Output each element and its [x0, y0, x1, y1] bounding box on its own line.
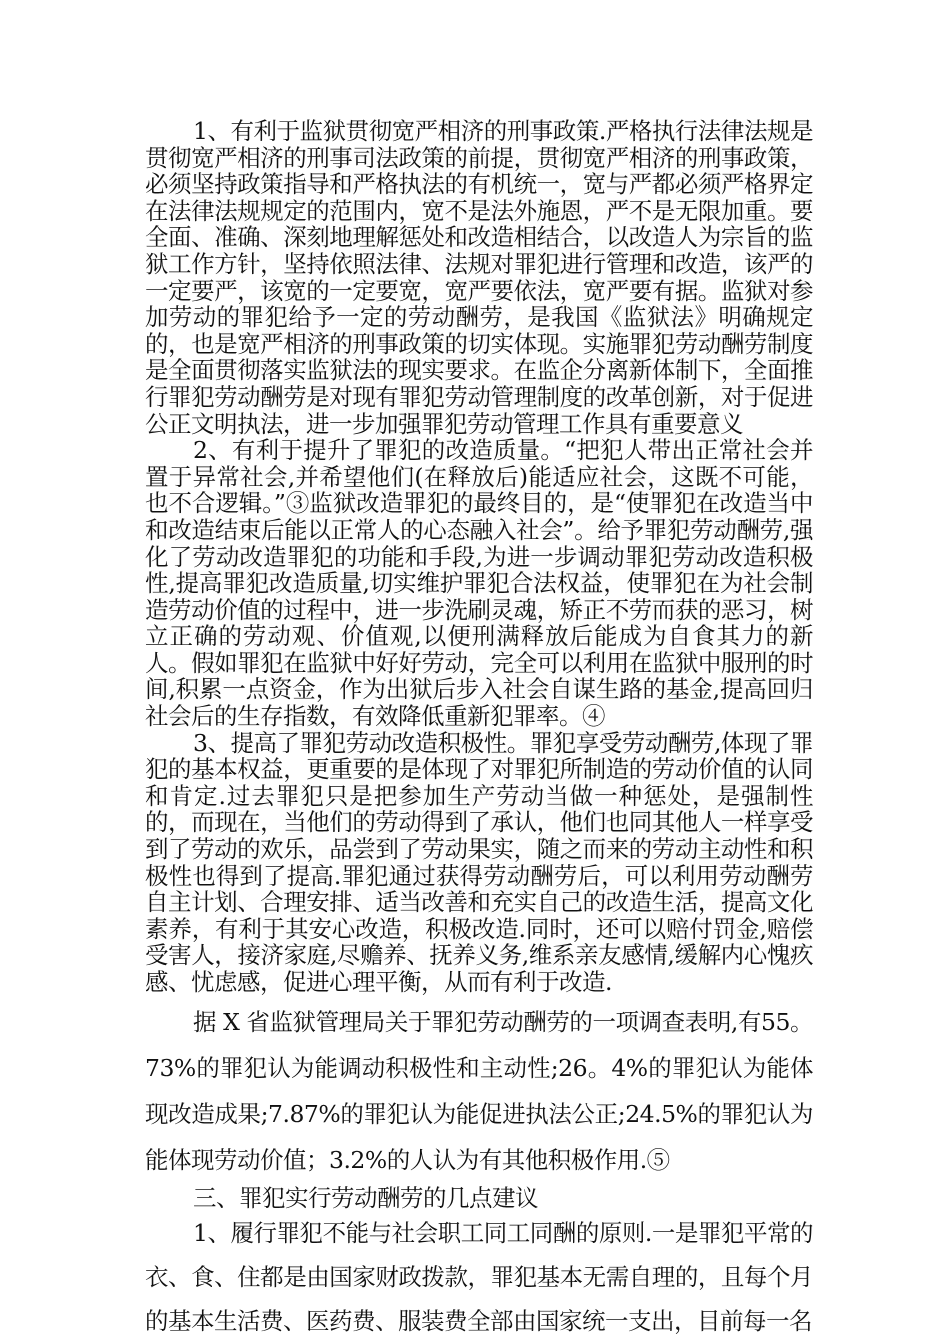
section-heading: 三、罪犯实行劳动酬劳的几点建议 — [193, 1183, 538, 1212]
paragraph-3: 3、提高了罪犯劳动改造积极性。罪犯享受劳动酬劳,体现了罪犯的基本权益，更重要的是体现了对罪犯所制造的劳动价值的认同和肯定.过去罪犯只是把参加生产劳动当做一种惩处，是强制性的，而现在，当他们的劳动得到了承认，他们也同其他人一样享受到了劳动的欢乐，品尝到了劳动果实，随之而来的劳动主动性和积极性也得到了提高.罪犯通过获得劳动酬劳后，可以利用劳动酬劳自主计划、合理安排、适当改善和充实自己的改造生活，提高文化素养，有利于其安心改造，积极改造.同时，还可以赔付罚金,赔偿受害人，接济家庭,尽赡养、抚养义务,维系亲友感情,缓解内心愧疚感、忧虑感，促进心理平衡，从而有利于改造. — [145, 728, 813, 996]
survey-paragraph: 据 X 省监狱管理局关于罪犯劳动酬劳的一项调查表明,有55。73%的罪犯认为能调动积极性和主动性;26。4%的罪犯认为能体现改造成果;7.87%的罪犯认为能促进执法公正;24.5%的罪犯认为能体现劳动价值；3.2%的人认为有其他积极作用.⑤ — [145, 1007, 813, 1174]
paragraph-2: 2、有利于提升了罪犯的改造质量。“把犯人带出正常社会并置于异常社会,并希望他们(在释放后)能适应社会，这既不可能，也不合逻辑。”③监狱改造罪犯的最终目的，是“使罪犯在改造当中和改造结束后能以正常人的心态融入社会”。给予罪犯劳动酬劳,强化了劳动改造罪犯的功能和手段,为进一步调动罪犯劳动改造积极性,提高罪犯改造质量,切实维护罪犯合法权益，使罪犯在为社会制造劳动价值的过程中，进一步洗刷灵魂，矫正不劳而获的恶习，树立正确的劳动观、价值观,以便刑满释放后能成为自食其力的新人。假如罪犯在监狱中好好劳动，完全可以利用在监狱中服刑的时间,积累一点资金，作为出狱后步入社会自谋生路的基金,提高回归社会后的生存指数，有效降低重新犯罪率。④ — [145, 436, 813, 731]
paragraph-1: 1、有利于监狱贯彻宽严相济的刑事政策.严格执行法律法规是贯彻宽严相济的刑事司法政策的前提，贯彻宽严相济的刑事政策，必须坚持政策指导和严格执法的有机统一，宽与严都必须严格界定在法律法规规定的范围内，宽不是法外施恩，严不是无限加重。要全面、准确、深刻地理解惩处和改造相结合，以改造人为宗旨的监狱工作方针，坚持依照法律、法规对罪犯进行管理和改造，该严的一定要严，该宽的一定要宽，宽严要依法，宽严要有据。监狱对参加劳动的罪犯给予一定的劳动酬劳，是我国《监狱法》明确规定的，也是宽严相济的刑事政策的切实体现。实施罪犯劳动酬劳制度是全面贯彻落实监狱法的现实要求。在监企分离新体制下，全面推行罪犯劳动酬劳是对现有罪犯劳动管理制度的改革创新，对于促进公正文明执法，进一步加强罪犯劳动管理工作具有重要意义 — [145, 117, 813, 438]
section-paragraph: 1、履行罪犯不能与社会职工同工同酬的原则.一是罪犯平常的衣、食、住都是由国家财政拨款，罪犯基本无需自理的，且每个月的基本生活费、医药费、服装费全部由国家统一支出，目前每一名 — [145, 1219, 813, 1336]
document-page — [145, 118, 813, 1343]
